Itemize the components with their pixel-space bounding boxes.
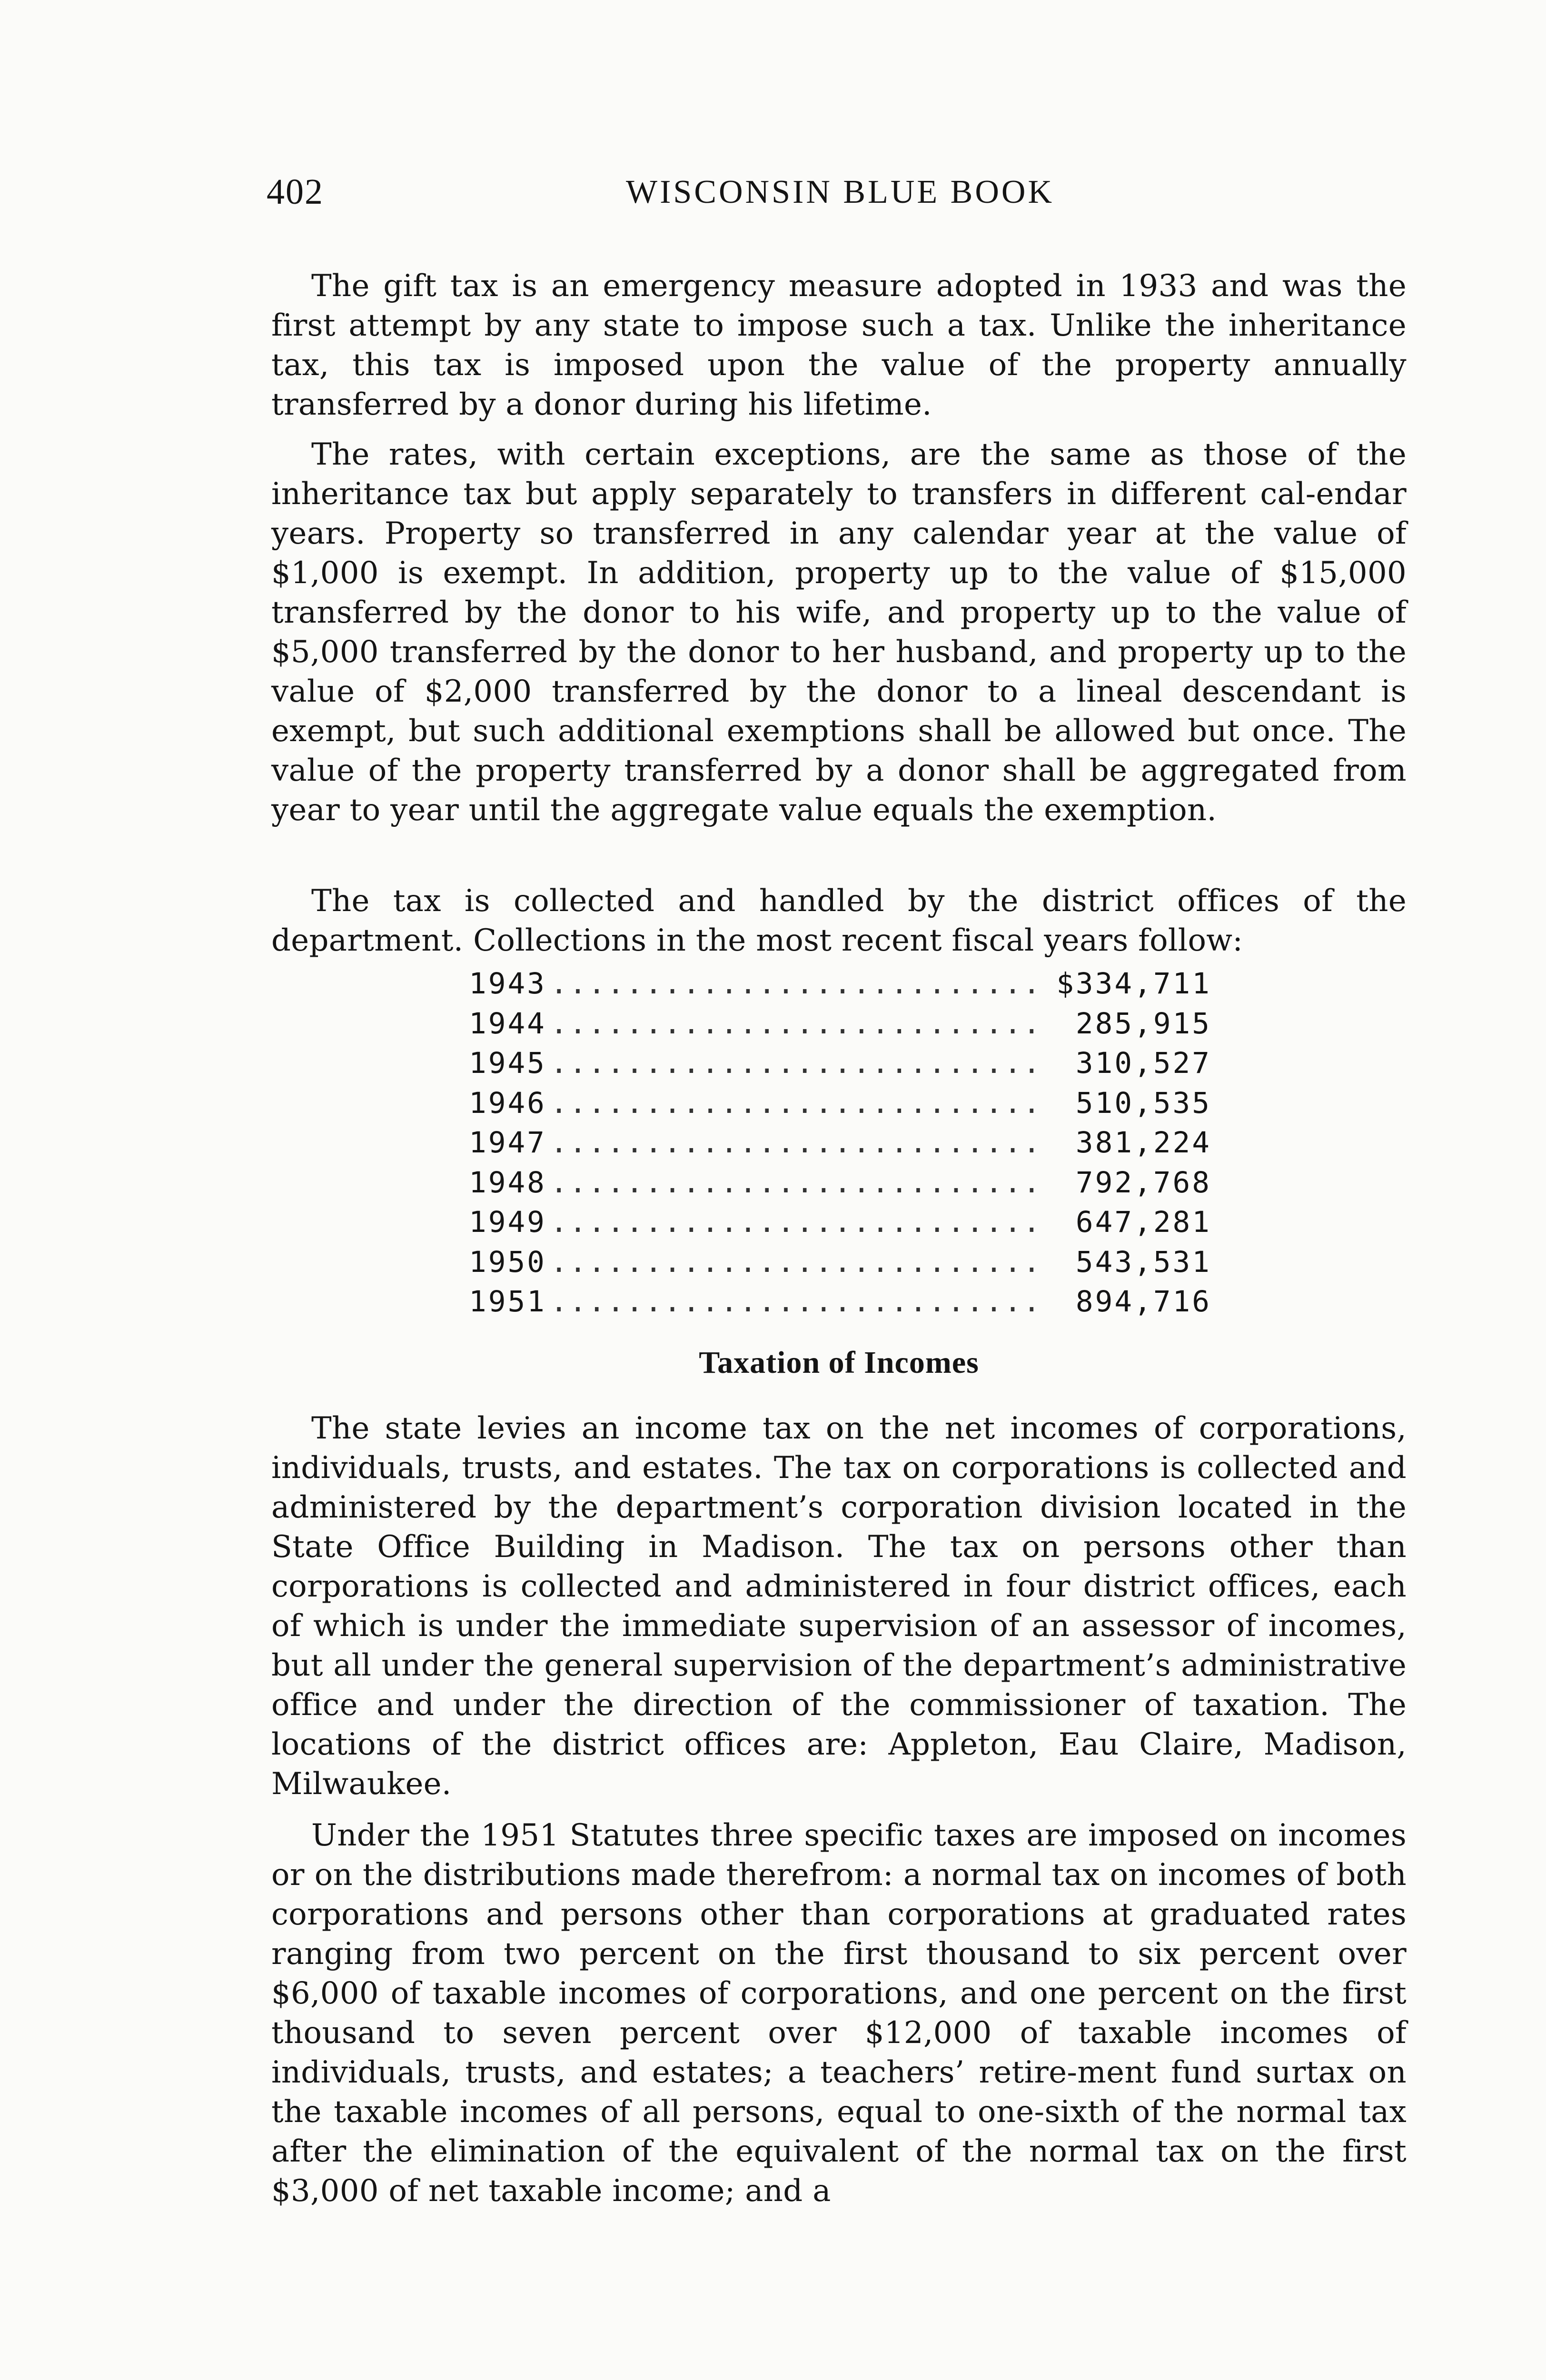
table-amount: $334,711 [1056, 967, 1211, 1001]
dot-leader [550, 1043, 1046, 1083]
table-year: 1943 [469, 967, 546, 1001]
table-row [469, 1043, 1211, 1083]
table-amount: 285,915 [1075, 1006, 1211, 1041]
table-amount: 310,527 [1075, 1046, 1211, 1080]
dot-leader [550, 1282, 1046, 1322]
paragraph-collections-intro [271, 882, 1407, 961]
dot-leader [550, 1083, 1046, 1123]
dot-leader [550, 964, 1046, 1004]
paragraph-income-tax-overview [271, 1409, 1407, 1804]
paragraph-text: The tax is collected and handled by the district offices of the department. Collections in the most recent fiscal years follow: [271, 883, 1407, 958]
paragraph-text: The gift tax is an emergency measure adopted in 1933 and was the first attempt by any state to impose such a tax. Unlike the inheritance tax, this tax is imposed upon the value of the property annually transferred by a donor during his lifetime. [271, 268, 1407, 422]
page-number: 402 [267, 172, 324, 212]
dot-leader [550, 1163, 1046, 1203]
paragraph-gift-tax-intro [271, 267, 1407, 425]
table-amount: 792,768 [1075, 1165, 1211, 1200]
page-header [267, 171, 1414, 224]
paragraph-income-tax-statutes [271, 1816, 1407, 2211]
table-amount: 894,716 [1075, 1285, 1211, 1319]
dot-leader [550, 1123, 1046, 1163]
paragraph-text: The rates, with certain exceptions, are the same as those of the inheritance tax but apply separately to transfers in different cal-endar years. Property so transferred in any calendar year at the value of $1,000 is exempt. In addition, property up to the value of $15,000 transferred by the donor to his wife, and property up to the value of $5,000 transferred by the donor to her husband, and property up to the value of $2,000 transferred by the donor to a lineal descendant is exempt, but such additional exemptions shall be allowed but once. The value of the property transferred by a donor shall be aggregated from year to year until the aggregate value equals the exemption. [271, 437, 1407, 828]
table-year: 1951 [469, 1285, 546, 1319]
table-row [469, 1083, 1211, 1123]
table-row [469, 1282, 1211, 1322]
table-year: 1944 [469, 1006, 546, 1041]
table-amount: 647,281 [1075, 1205, 1211, 1239]
table-year: 1947 [469, 1126, 546, 1160]
table-row [469, 1163, 1211, 1203]
paragraph-gift-tax-rates [271, 435, 1407, 830]
dot-leader [550, 1242, 1046, 1282]
table-amount: 510,535 [1075, 1086, 1211, 1120]
running-title: WISCONSIN BLUE BOOK [626, 174, 1054, 210]
table-year: 1949 [469, 1205, 546, 1239]
table-row [469, 1202, 1211, 1242]
dot-leader [550, 1202, 1046, 1242]
collections-table [469, 964, 1211, 1322]
paragraph-text: The state levies an income tax on the net incomes of corporations, individuals, trusts, and estates. The tax on corporations is collected and administered by the department’s corporation division located in the State Office Building in Madison. The tax on persons other than corporations is collected and administered in four district offices, each of which is under the immediate supervision of an assessor of incomes, but all under the general supervision of the department’s administrative office and under the direction of the commissioner of taxation. The locations of the district offices are: Appleton, Eau Claire, Madison, Milwaukee. [271, 1411, 1407, 1802]
section-heading: Taxation of Incomes [699, 1345, 979, 1380]
table-row [469, 964, 1211, 1004]
table-amount: 543,531 [1075, 1245, 1211, 1279]
table-row [469, 1123, 1211, 1163]
table-amount: 381,224 [1075, 1126, 1211, 1160]
table-year: 1945 [469, 1046, 546, 1080]
paragraph-text: Under the 1951 Statutes three specific taxes are imposed on incomes or on the distributions made therefrom: a normal tax on incomes of both corporations and persons other than corporations at graduated rates ranging from two percent on the first thousand to six percent over $6,000 of taxable incomes of corporations, and one percent on the first thousand to seven percent over $12,000 of taxable incomes of individuals, trusts, and estates; a teachers’ retire-ment fund surtax on the taxable incomes of all persons, equal to one-sixth of the normal tax after the elimination of the equivalent of the normal tax on the first $3,000 of net taxable income; and a [271, 1818, 1407, 2209]
table-year: 1948 [469, 1165, 546, 1200]
table-row [469, 1242, 1211, 1282]
dot-leader [550, 1004, 1046, 1044]
table-year: 1950 [469, 1245, 546, 1279]
table-row [469, 1004, 1211, 1044]
table-year: 1946 [469, 1086, 546, 1120]
